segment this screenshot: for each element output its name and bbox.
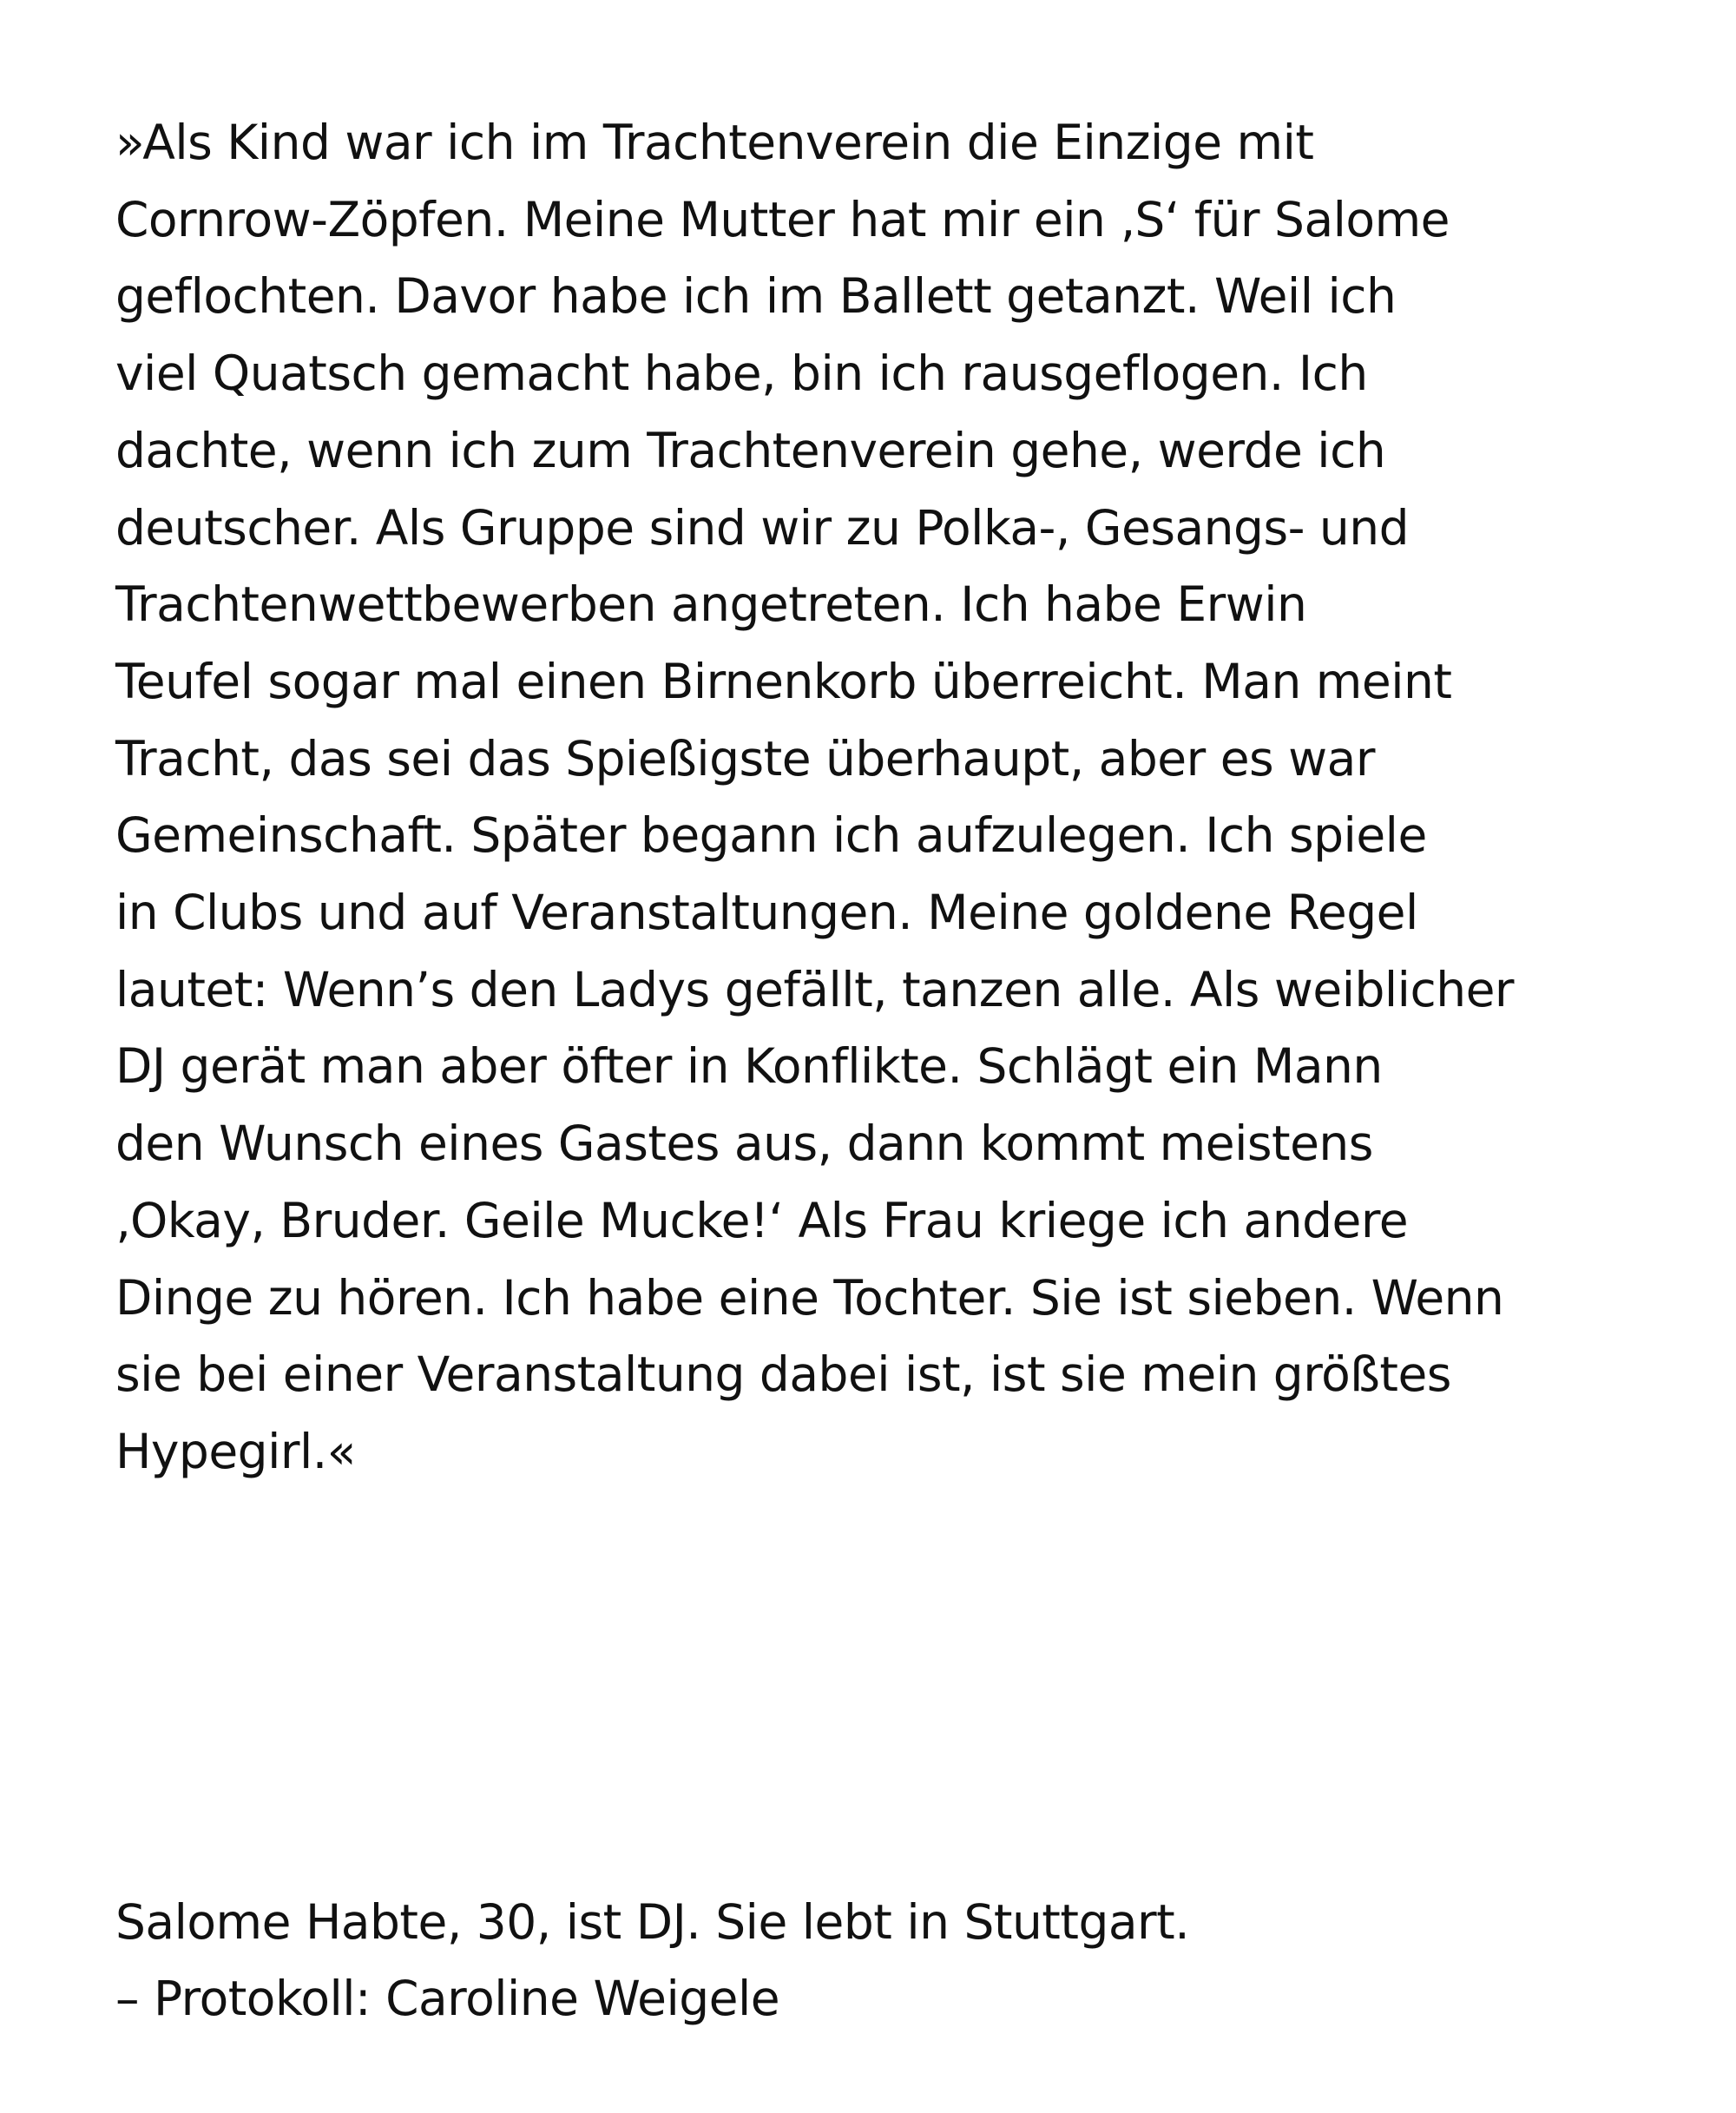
quote-line: geflochten. Davor habe ich im Ballett getanzt. Weil ich (115, 268, 1397, 325)
quote-line: Cornrow-Zöpfen. Meine Mutter hat mir ein ‚S‘ für Salome (115, 191, 1450, 247)
quote-line: in Clubs und auf Veranstaltungen. Meine goldene Regel (115, 885, 1418, 941)
quote-line: dachte, wenn ich zum Trachtenverein gehe, werde ich (115, 422, 1386, 478)
quote-line: lautet: Wenn’s den Ladys gefällt, tanzen alle. Als weiblicher (115, 961, 1515, 1017)
quote-line: viel Quatsch gemacht habe, bin ich rausgeflogen. Ich (115, 346, 1368, 402)
quote-paragraph (115, 104, 1643, 1491)
quote-line: »Als Kind war ich im Trachtenverein die Einzige mit (115, 115, 1314, 170)
quote-line: deutscher. Als Gruppe sind wir zu Polka-, Gesangs- und (115, 499, 1410, 556)
quote-line: DJ gerät man aber öfter in Konflikte. Schlägt ein Mann (115, 1038, 1383, 1095)
quote-line: sie bei einer Veranstaltung dabei ist, ist sie mein größtes (115, 1346, 1451, 1403)
protocol-credit: – Protokoll: Caroline Weigele (115, 1971, 780, 2026)
quote-line: Hypegirl.« (115, 1423, 356, 1479)
quote-line: Gemeinschaft. Später begann ich aufzulegen. Ich spiele (115, 807, 1427, 864)
quote-line: Teufel sogar mal einen Birnenkorb überreicht. Man meint (115, 653, 1452, 709)
quote-line: Tracht, das sei das Spießigste überhaupt, aber es war (115, 730, 1375, 787)
quote-line: den Wunsch eines Gastes aus, dann kommt meistens (115, 1116, 1373, 1172)
author-footer (115, 1884, 1643, 2037)
quote-line: ‚Okay, Bruder. Geile Mucke!‘ Als Frau kriege ich andere (115, 1192, 1409, 1248)
quote-line: Trachtenwettbewerben angetreten. Ich habe Erwin (115, 576, 1307, 633)
author-bio: Salome Habte, 30, ist DJ. Sie lebt in Stuttgart. (115, 1894, 1190, 1950)
quote-line: Dinge zu hören. Ich habe eine Tochter. Sie ist sieben. Wenn (115, 1269, 1504, 1326)
